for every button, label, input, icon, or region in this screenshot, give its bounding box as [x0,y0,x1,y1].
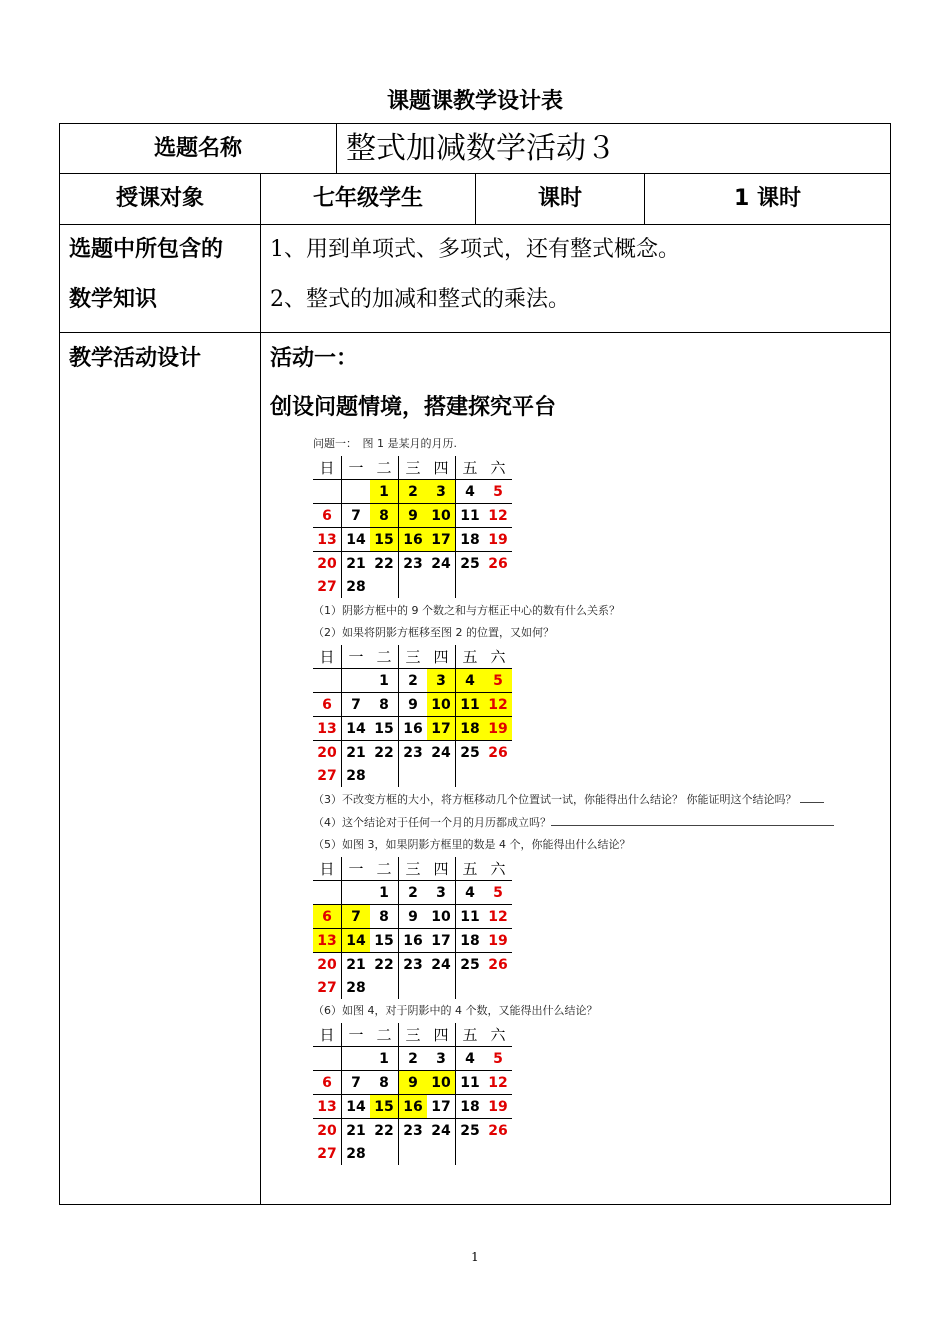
knowledge-label-line1: 选题中所包含的 [69,237,224,262]
knowledge-label-line2: 数学知识 [69,287,158,312]
calendar-day: 3 [427,480,456,504]
calendar-weekday: 六 [490,459,506,477]
calendar-day: 25 [456,552,485,576]
calendar-day: 10 [427,693,456,717]
calendar-day [313,480,342,504]
calendar-day: 23 [399,741,428,765]
calendar-day: 25 [456,1119,485,1143]
calendar-day: 9 [399,693,428,717]
calendar-day: 1 [370,881,399,905]
calendar-day [456,1142,485,1165]
calendar-day: 9 [399,504,428,528]
calendar-day: 27 [317,979,337,996]
calendar-day: 8 [370,1071,399,1095]
calendar-day [484,1142,512,1165]
calendar-weekday: 三 [399,456,428,480]
calendar-weekday: 二 [376,860,392,878]
calendar-day: 22 [370,953,399,977]
calendar-day: 10 [427,905,456,929]
calendar-day: 7 [342,1071,371,1095]
calendar-day: 14 [342,717,371,741]
calendar-day [342,480,371,504]
calendar-day: 1 [370,1047,399,1071]
calendar-day: 27 [317,767,337,784]
calendar-figure-1 [313,456,512,598]
page-number: 1 [471,1250,479,1264]
calendar-week-row [313,669,512,693]
calendar-day [370,1142,399,1165]
calendar-day: 20 [313,552,342,576]
calendar-day: 6 [313,504,342,528]
calendar-day: 17 [427,528,456,552]
calendar-weekday: 三 [399,857,428,881]
calendar-day: 11 [456,504,485,528]
calendar-day: 15 [370,717,399,741]
calendar-day [427,976,456,999]
calendar-day: 8 [370,504,399,528]
calendar-day [399,1142,428,1165]
calendar-day [456,764,485,787]
calendar-day: 27 [317,578,337,595]
calendar-day: 3 [427,1047,456,1071]
class-hours-label: 课时 [537,186,582,211]
calendar-day: 18 [456,1095,485,1119]
calendar-weekday: 三 [399,645,428,669]
calendar-table [313,645,512,787]
calendar-day [427,575,456,598]
calendar-day: 17 [427,929,456,953]
row-divider [59,332,891,333]
calendar-day: 17 [427,1095,456,1119]
calendar-week-row [313,905,512,929]
calendar-week-row [313,976,512,999]
calendar-day [484,976,512,999]
calendar-day: 16 [399,929,428,953]
calendar-day: 24 [427,1119,456,1143]
calendar-day: 20 [313,1119,342,1143]
calendar-day: 24 [427,552,456,576]
calendar-day: 23 [399,552,428,576]
question-3 [313,792,824,807]
question-4-text: （4）这个结论对于任何一个月的月历都成立吗？ [313,816,551,829]
calendar-day: 5 [484,1047,512,1071]
calendar-day [484,575,512,598]
calendar-week-row [313,552,512,576]
calendar-day: 26 [484,953,512,977]
calendar-weekday: 一 [342,456,371,480]
calendar-day: 7 [342,504,371,528]
activity-design-label: 教学活动设计 [69,346,202,371]
calendar-day: 2 [399,881,428,905]
audience-value: 七年级学生 [312,186,423,211]
calendar-day: 21 [342,552,371,576]
calendar-week-row [313,953,512,977]
calendar-day: 13 [313,528,342,552]
calendar-day [484,764,512,787]
calendar-table [313,1023,512,1165]
calendar-day [399,764,428,787]
calendar-day [313,669,342,693]
calendar-day: 15 [370,929,399,953]
calendar-day [370,575,399,598]
calendar-day: 11 [456,1071,485,1095]
calendar-weekday: 六 [490,1026,506,1044]
audience-label: 授课对象 [115,186,204,211]
calendar-day: 25 [456,741,485,765]
calendar-weekday: 四 [433,860,449,878]
calendar-day: 12 [484,1071,512,1095]
calendar-day: 16 [399,717,428,741]
calendar-day: 5 [484,881,512,905]
calendar-day: 1 [370,669,399,693]
calendar-day: 18 [456,929,485,953]
calendar-week-row [313,693,512,717]
calendar-week-row [313,1119,512,1143]
calendar-day: 8 [370,905,399,929]
calendar-day: 21 [342,1119,371,1143]
calendar-day: 14 [342,528,371,552]
calendar-day [427,1142,456,1165]
calendar-weekday: 一 [342,645,371,669]
calendar-day: 16 [399,528,428,552]
calendar-day: 4 [456,881,485,905]
calendar-day: 28 [342,1142,371,1165]
calendar-day: 26 [484,741,512,765]
calendar-day: 20 [313,741,342,765]
calendar-weekday: 日 [319,860,335,878]
calendar-day: 28 [342,764,371,787]
calendar-day: 12 [484,504,512,528]
calendar-weekday: 四 [433,648,449,666]
calendar-day: 2 [399,1047,428,1071]
calendar-day: 14 [342,929,371,953]
calendar-weekday: 三 [399,1023,428,1047]
calendar-week-row [313,1142,512,1165]
calendar-week-row [313,764,512,787]
calendar-weekday: 四 [433,1026,449,1044]
calendar-day: 20 [313,953,342,977]
calendar-weekday: 五 [456,1023,485,1047]
calendar-day [313,1047,342,1071]
calendar-weekday: 二 [376,1026,392,1044]
calendar-day [313,881,342,905]
calendar-day: 13 [313,1095,342,1119]
calendar-day: 19 [484,929,512,953]
calendar-day: 12 [484,905,512,929]
calendar-day: 16 [399,1095,428,1119]
calendar-weekday: 四 [433,459,449,477]
column-divider [260,173,261,1205]
calendar-week-row [313,528,512,552]
calendar-weekday: 五 [456,456,485,480]
calendar-week-row [313,1095,512,1119]
calendar-day: 6 [313,1071,342,1095]
calendar-day: 10 [427,504,456,528]
calendar-day: 11 [456,693,485,717]
calendar-table [313,857,512,999]
calendar-day: 21 [342,953,371,977]
calendar-day [456,575,485,598]
question-3-text: （3）不改变方框的大小，将方框移动几个位置试一试，你能得出什么结论？ 你能证明这个结论吗？ [313,793,797,806]
calendar-day: 13 [313,717,342,741]
calendar-day: 22 [370,741,399,765]
calendar-day: 15 [370,528,399,552]
question-1: （1）阴影方框中的 9 个数之和与方框正中心的数有什么关系？ [313,604,620,617]
calendar-week-row [313,1047,512,1071]
calendar-day: 10 [427,1071,456,1095]
calendar-day: 9 [399,1071,428,1095]
calendar-weekday: 五 [456,857,485,881]
calendar-day: 2 [399,669,428,693]
column-divider [336,123,337,174]
calendar-day [342,881,371,905]
calendar-weekday: 日 [319,459,335,477]
calendar-week-row [313,881,512,905]
calendar-day: 9 [399,905,428,929]
calendar-weekday: 五 [456,645,485,669]
calendar-weekday: 二 [376,459,392,477]
calendar-weekday-row [313,456,512,480]
calendar-day [370,976,399,999]
calendar-day: 7 [342,693,371,717]
calendar-day: 4 [456,669,485,693]
calendar-week-row [313,929,512,953]
calendar-day: 6 [313,693,342,717]
calendar-day: 23 [399,1119,428,1143]
calendar-day: 18 [456,717,485,741]
question-intro: 问题一： 图 1 是某月的月历. [313,437,457,450]
calendar-weekday-row [313,645,512,669]
question-2: （2）如果将阴影方框移至图 2 的位置，又如何？ [313,626,554,639]
calendar-day [370,764,399,787]
answer-blank [800,792,824,803]
calendar-weekday-row [313,1023,512,1047]
calendar-day: 14 [342,1095,371,1119]
calendar-day: 15 [370,1095,399,1119]
knowledge-item-1: 1、用到单项式、多项式，还有整式概念。 [270,237,680,262]
activity-subtitle: 创设问题情境，搭建探究平台 [270,395,557,420]
calendar-day: 28 [342,976,371,999]
calendar-weekday: 日 [319,1026,335,1044]
calendar-day: 5 [484,480,512,504]
calendar-day: 11 [456,905,485,929]
calendar-weekday: 六 [490,648,506,666]
calendar-day: 23 [399,953,428,977]
calendar-day: 6 [313,905,342,929]
calendar-day: 24 [427,953,456,977]
calendar-weekday: 二 [376,648,392,666]
question-5: （5）如图 3，如果阴影方框里的数是 4 个，你能得出什么结论？ [313,838,631,851]
calendar-day: 28 [342,575,371,598]
calendar-day: 8 [370,693,399,717]
calendar-day: 18 [456,528,485,552]
activity-heading: 活动一： [270,346,359,371]
calendar-day [342,669,371,693]
calendar-week-row [313,741,512,765]
calendar-day: 3 [427,881,456,905]
calendar-day: 19 [484,717,512,741]
calendar-day [342,1047,371,1071]
answer-blank [551,815,834,826]
calendar-day: 17 [427,717,456,741]
calendar-day: 22 [370,552,399,576]
question-6: （6）如图 4，对于阴影中的 4 个数，又能得出什么结论？ [313,1004,598,1017]
calendar-week-row [313,717,512,741]
calendar-weekday: 一 [342,857,371,881]
calendar-day: 27 [317,1145,337,1162]
calendar-weekday-row [313,857,512,881]
calendar-day: 4 [456,480,485,504]
calendar-day: 21 [342,741,371,765]
calendar-day: 25 [456,953,485,977]
calendar-week-row [313,575,512,598]
document-title: 课题课教学设计表 [386,89,563,114]
calendar-day [427,764,456,787]
calendar-day: 1 [370,480,399,504]
calendar-weekday: 日 [319,648,335,666]
calendar-week-row [313,480,512,504]
calendar-day: 13 [313,929,342,953]
calendar-week-row [313,1071,512,1095]
topic-name-label: 选题名称 [153,136,242,161]
knowledge-item-2: 2、整式的加减和整式的乘法。 [270,287,570,312]
calendar-day [399,575,428,598]
calendar-day: 26 [484,1119,512,1143]
calendar-day: 19 [484,1095,512,1119]
calendar-figure-3 [313,857,512,999]
calendar-day: 12 [484,693,512,717]
calendar-day: 26 [484,552,512,576]
calendar-day [399,976,428,999]
question-4 [313,815,834,830]
calendar-day: 2 [399,480,428,504]
calendar-day: 24 [427,741,456,765]
calendar-day: 5 [484,669,512,693]
calendar-day: 19 [484,528,512,552]
calendar-table [313,456,512,598]
topic-name-value: 整式加减数学活动３ [346,131,616,166]
calendar-day: 3 [427,669,456,693]
calendar-weekday: 六 [490,860,506,878]
calendar-day: 22 [370,1119,399,1143]
calendar-weekday: 一 [342,1023,371,1047]
calendar-figure-2 [313,645,512,787]
calendar-figure-4 [313,1023,512,1165]
calendar-day: 7 [342,905,371,929]
calendar-week-row [313,504,512,528]
calendar-day [456,976,485,999]
class-hours-value: 1 课时 [734,186,801,211]
calendar-day: 4 [456,1047,485,1071]
